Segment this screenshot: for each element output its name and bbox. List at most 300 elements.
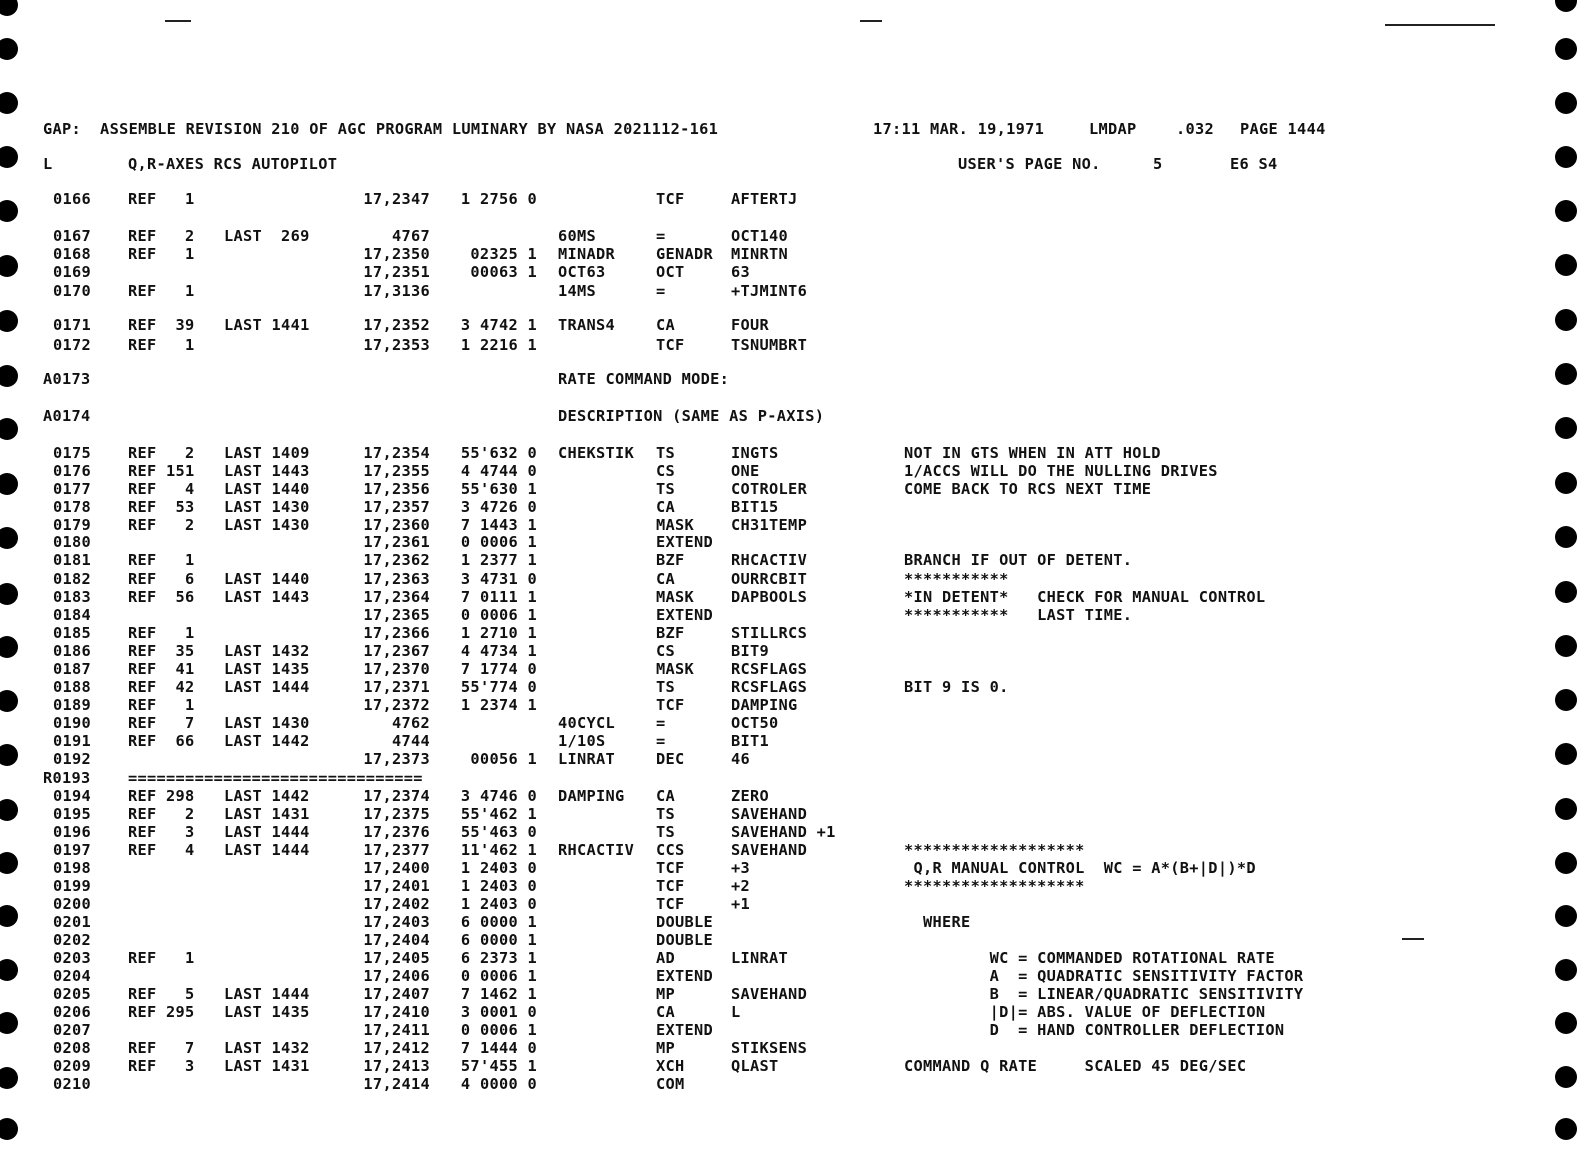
listing-line: 0184	[53, 606, 92, 624]
listing-code: 1 2403 0	[460, 859, 537, 877]
listing-operand: COTROLER	[731, 480, 808, 498]
listing-code: 1 2403 0	[460, 877, 537, 895]
listing-ref: REF 298	[128, 787, 195, 805]
listing-line: 0167	[53, 227, 92, 245]
listing-addr: 17,2412	[363, 1039, 430, 1057]
listing-op: CA	[656, 787, 676, 805]
listing-addr: 17,2350	[363, 245, 430, 263]
listing-operand: RCSFLAGS	[731, 660, 808, 678]
listing-line: 0207	[53, 1021, 92, 1039]
listing-line: 0172	[53, 336, 92, 354]
listing-op: CS	[656, 462, 676, 480]
listing-op: CA	[656, 570, 676, 588]
listing-comment: |D|= ABS. VALUE OF DEFLECTION	[904, 1003, 1266, 1021]
listing-ref: REF 2	[128, 805, 195, 823]
feed-hole-icon	[1555, 743, 1577, 765]
feed-hole-icon	[1555, 254, 1577, 276]
listing-addr: 17,2364	[363, 588, 430, 606]
listing-op: CS	[656, 642, 676, 660]
listing-line: 0199	[53, 877, 92, 895]
listing-line: R0193	[43, 769, 91, 787]
listing-addr: 17,2354	[363, 444, 430, 462]
listing-op: TCF	[656, 696, 685, 714]
feed-hole-icon	[0, 200, 18, 222]
feed-hole-icon	[1555, 38, 1577, 60]
listing-comment: NOT IN GTS WHEN IN ATT HOLD	[904, 444, 1161, 462]
listing-last: LAST 1440	[224, 570, 310, 588]
listing-operand: DAMPING	[731, 696, 798, 714]
listing-line: 0205	[53, 985, 92, 1003]
listing-code: 55'462 1	[460, 805, 537, 823]
feed-hole-icon	[0, 527, 18, 549]
listing-operand: OCT50	[731, 714, 779, 732]
listing-ref: REF 42	[128, 678, 195, 696]
listing-line: 0185	[53, 624, 92, 642]
listing-comment: COMMAND Q RATE SCALED 45 DEG/SEC	[904, 1057, 1247, 1075]
listing-code: 7 1443 1	[460, 516, 537, 534]
feed-hole-icon	[0, 905, 18, 927]
listing-addr: 17,2355	[363, 462, 430, 480]
listing-op: TCF	[656, 859, 685, 877]
feed-hole-icon	[0, 365, 18, 387]
listing-line: 0171	[53, 316, 92, 334]
listing-line: 0198	[53, 859, 92, 877]
listing-operand: ONE	[731, 462, 760, 480]
listing-operand: OURRCBIT	[731, 570, 808, 588]
listing-label: 60MS	[558, 227, 597, 245]
listing-line: 0170	[53, 282, 92, 300]
feed-hole-icon	[0, 473, 18, 495]
listing-addr: 4744	[391, 732, 430, 750]
listing-addr: 17,2353	[363, 336, 430, 354]
listing-operand: STILLRCS	[731, 624, 808, 642]
listing-op: MP	[656, 1039, 676, 1057]
listing-addr: 4767	[391, 227, 430, 245]
listing-ref: REF 1	[128, 696, 195, 714]
listing-comment: WC = COMMANDED ROTATIONAL RATE	[904, 949, 1275, 967]
listing-operand: MINRTN	[731, 245, 789, 263]
listing-operand: +2	[731, 877, 751, 895]
listing-ref: REF 41	[128, 660, 195, 678]
listing-label: RHCACTIV	[558, 841, 635, 859]
listing-operand: SAVEHAND +1	[731, 823, 836, 841]
listing-line: 0166	[53, 190, 92, 208]
listing-op: MASK	[656, 660, 695, 678]
feed-hole-icon	[1555, 1012, 1577, 1034]
feed-hole-icon	[1555, 581, 1577, 603]
listing-op: TCF	[656, 190, 685, 208]
listing-line: 0203	[53, 949, 92, 967]
listing-code: 0 0006 1	[460, 967, 537, 985]
listing-code: 6 2373 1	[460, 949, 537, 967]
listing-code: 3 0001 0	[460, 1003, 537, 1021]
listing-code: 1 2403 0	[460, 895, 537, 913]
listing-code: 7 1444 0	[460, 1039, 537, 1057]
listing-op: EXTEND	[656, 1021, 714, 1039]
listing-addr: 17,2366	[363, 624, 430, 642]
listing-last: LAST 1442	[224, 787, 310, 805]
listing-code: 0 0006 1	[460, 606, 537, 624]
log-marker: L	[43, 155, 53, 173]
listing-op: TS	[656, 444, 676, 462]
listing-line: 0169	[53, 263, 92, 281]
listing-op: OCT	[656, 263, 685, 281]
listing-line: 0182	[53, 570, 92, 588]
scan-speck	[860, 20, 882, 22]
listing-code: 3 4726 0	[460, 498, 537, 516]
listing-operand: LINRAT	[731, 949, 789, 967]
listing-addr: 17,2404	[363, 931, 430, 949]
listing-line: 0201	[53, 913, 92, 931]
listing-addr: 17,2414	[363, 1075, 430, 1093]
listing-line: 0202	[53, 931, 92, 949]
listing-last: LAST 1430	[224, 498, 310, 516]
listing-op: BZF	[656, 551, 685, 569]
listing-op: TS	[656, 480, 676, 498]
page-number: PAGE 1444	[1240, 120, 1326, 138]
listing-addr: 17,2402	[363, 895, 430, 913]
listing-ref: REF 4	[128, 841, 195, 859]
listing-addr: 17,3136	[363, 282, 430, 300]
listing-operand: RCSFLAGS	[731, 678, 808, 696]
listing-op: EXTEND	[656, 606, 714, 624]
listing-last: LAST 1431	[224, 805, 310, 823]
listing-operand: BIT9	[731, 642, 770, 660]
listing-ref: REF 2	[128, 516, 195, 534]
listing-line: 0191	[53, 732, 92, 750]
listing-comment: *******************	[904, 841, 1085, 859]
listing-line: 0194	[53, 787, 92, 805]
listing-addr: 17,2365	[363, 606, 430, 624]
listing-comment: BIT 9 IS 0.	[904, 678, 1009, 696]
listing-addr: 17,2363	[363, 570, 430, 588]
listing-last: LAST 269	[224, 227, 310, 245]
listing-addr: 17,2373	[363, 750, 430, 768]
listing-code: 6 0000 1	[460, 913, 537, 931]
listing-op: TS	[656, 805, 676, 823]
listing-line: 0206	[53, 1003, 92, 1021]
feed-hole-icon	[0, 310, 18, 332]
listing-ref: REF 4	[128, 480, 195, 498]
listing-op: EXTEND	[656, 967, 714, 985]
listing-ref: REF 151	[128, 462, 195, 480]
listing-comment: Q,R MANUAL CONTROL WC = A*(B+|D|)*D	[904, 859, 1256, 877]
listing-ref: REF 1	[128, 949, 195, 967]
listing-last: LAST 1435	[224, 1003, 310, 1021]
listing-code: 55'774 0	[460, 678, 537, 696]
feed-hole-icon	[1555, 959, 1577, 981]
listing-last: LAST 1430	[224, 714, 310, 732]
listing-operand: ZERO	[731, 787, 770, 805]
feed-hole-icon	[1555, 1118, 1577, 1140]
listing-code: 4 4734 1	[460, 642, 537, 660]
listing-last: LAST 1432	[224, 642, 310, 660]
listing-addr: 17,2352	[363, 316, 430, 334]
listing-op: TCF	[656, 895, 685, 913]
listing-ref: REF 2	[128, 227, 195, 245]
listing-addr: 17,2351	[363, 263, 430, 281]
feed-hole-icon	[1555, 363, 1577, 385]
listing-code: 4 4744 0	[460, 462, 537, 480]
sheet-code: E6 S4	[1230, 155, 1278, 173]
listing-label: OCT63	[558, 263, 606, 281]
feed-hole-icon	[0, 92, 18, 114]
listing-ref: REF 35	[128, 642, 195, 660]
listing-label: TRANS4	[558, 316, 616, 334]
assembly-title: GAP: ASSEMBLE REVISION 210 OF AGC PROGRAM LUMINARY BY NASA 2021112-161	[43, 120, 719, 138]
feed-hole-icon	[1555, 689, 1577, 711]
listing-line: 0181	[53, 551, 92, 569]
listing-operand: +1	[731, 895, 751, 913]
listing-label: 40CYCL	[558, 714, 616, 732]
listing-addr: 17,2361	[363, 533, 430, 551]
listing-last: LAST 1440	[224, 480, 310, 498]
listing-label: DESCRIPTION (SAME AS P-AXIS)	[558, 407, 825, 425]
listing-code: 6 0000 1	[460, 931, 537, 949]
listing-operand: TSNUMBRT	[731, 336, 808, 354]
listing-addr: 17,2403	[363, 913, 430, 931]
listing-op: AD	[656, 949, 676, 967]
listing-code: 55'630 1	[460, 480, 537, 498]
listing-line: 0195	[53, 805, 92, 823]
listing-op: TCF	[656, 877, 685, 895]
listing-line: A0174	[43, 407, 91, 425]
feed-hole-icon	[0, 690, 18, 712]
listing-addr: 17,2367	[363, 642, 430, 660]
listing-line: 0177	[53, 480, 92, 498]
feed-hole-icon	[0, 1118, 18, 1140]
listing-ref: REF 3	[128, 823, 195, 841]
listing-addr: 17,2406	[363, 967, 430, 985]
listing-code: 7 1462 1	[460, 985, 537, 1003]
listing-ref: REF 53	[128, 498, 195, 516]
feed-hole-icon	[0, 744, 18, 766]
listing-operand: +3	[731, 859, 751, 877]
feed-hole-icon	[0, 0, 18, 16]
listing-addr: 17,2410	[363, 1003, 430, 1021]
listing-op: DOUBLE	[656, 931, 714, 949]
listing-code: 1 2710 1	[460, 624, 537, 642]
listing-code: 4 0000 0	[460, 1075, 537, 1093]
listing-last: LAST 1444	[224, 841, 310, 859]
feed-hole-icon	[1555, 798, 1577, 820]
listing-comment: *******************	[904, 877, 1085, 895]
listing-comment: B = LINEAR/QUADRATIC SENSITIVITY	[904, 985, 1304, 1003]
listing-label: CHEKSTIK	[558, 444, 635, 462]
feed-hole-icon	[1555, 417, 1577, 439]
listing-op: MASK	[656, 516, 695, 534]
listing-addr: 17,2372	[363, 696, 430, 714]
listing-label: 14MS	[558, 282, 597, 300]
listing-operand: OCT140	[731, 227, 789, 245]
listing-op: MP	[656, 985, 676, 1003]
listing-line: 0210	[53, 1075, 92, 1093]
listing-last: LAST 1409	[224, 444, 310, 462]
scan-speck	[1385, 24, 1495, 26]
listing-op: MASK	[656, 588, 695, 606]
listing-line: 0186	[53, 642, 92, 660]
listing-ref: ===============================	[128, 769, 423, 787]
listing-line: 0179	[53, 516, 92, 534]
feed-hole-icon	[1555, 635, 1577, 657]
feed-hole-icon	[0, 1012, 18, 1034]
listing-label: MINADR	[558, 245, 616, 263]
listing-code: 1 2756 0	[460, 190, 537, 208]
listing-ref: REF 7	[128, 714, 195, 732]
listing-operand: SAVEHAND	[731, 805, 808, 823]
feed-hole-icon	[1555, 526, 1577, 548]
listing-op: COM	[656, 1075, 685, 1093]
listing-ref: REF 66	[128, 732, 195, 750]
listing-ref: REF 3	[128, 1057, 195, 1075]
listing-operand: BIT15	[731, 498, 779, 516]
listing-line: 0180	[53, 533, 92, 551]
listing-addr: 17,2347	[363, 190, 430, 208]
listing-addr: 17,2375	[363, 805, 430, 823]
listing-last: LAST 1431	[224, 1057, 310, 1075]
listing-addr: 17,2411	[363, 1021, 430, 1039]
listing-ref: REF 1	[128, 624, 195, 642]
feed-hole-icon	[0, 583, 18, 605]
listing-addr: 17,2377	[363, 841, 430, 859]
listing-code: 00063 1	[470, 263, 537, 281]
listing-code: 3 4742 1	[460, 316, 537, 334]
listing-operand: SAVEHAND	[731, 841, 808, 859]
listing-code: 55'463 0	[460, 823, 537, 841]
listing-ref: REF 39	[128, 316, 195, 334]
listing-comment: WHERE	[904, 913, 971, 931]
listing-operand: STIKSENS	[731, 1039, 808, 1057]
listing-code: 55'632 0	[460, 444, 537, 462]
listing-operand: INGTS	[731, 444, 779, 462]
listing-ref: REF 5	[128, 985, 195, 1003]
listing-ref: REF 1	[128, 551, 195, 569]
listing-line: 0196	[53, 823, 92, 841]
users-page-label: USER'S PAGE NO.	[958, 155, 1101, 173]
listing-op: CCS	[656, 841, 685, 859]
listing-op: =	[656, 732, 666, 750]
listing-ref: REF 2	[128, 444, 195, 462]
listing-operand: +TJMINT6	[731, 282, 808, 300]
feed-hole-icon	[0, 418, 18, 440]
listing-label: LINRAT	[558, 750, 616, 768]
listing-addr: 17,2407	[363, 985, 430, 1003]
listing-op: =	[656, 714, 666, 732]
listing-comment: *IN DETENT* CHECK FOR MANUAL CONTROL	[904, 588, 1266, 606]
listing-code: 1 2374 1	[460, 696, 537, 714]
listing-addr: 17,2413	[363, 1057, 430, 1075]
listing-operand: FOUR	[731, 316, 770, 334]
feed-hole-icon	[1555, 309, 1577, 331]
feed-hole-icon	[0, 38, 18, 60]
listing-code: 3 4746 0	[460, 787, 537, 805]
listing-operand: L	[731, 1003, 741, 1021]
listing-addr: 17,2376	[363, 823, 430, 841]
listing-line: 0200	[53, 895, 92, 913]
feed-hole-icon	[1555, 92, 1577, 114]
listing-line: 0187	[53, 660, 92, 678]
listing-line: 0197	[53, 841, 92, 859]
listing-addr: 4762	[391, 714, 430, 732]
listing-line: 0183	[53, 588, 92, 606]
listing-operand: DAPBOOLS	[731, 588, 808, 606]
listing-line: 0192	[53, 750, 92, 768]
listing-code: 11'462 1	[460, 841, 537, 859]
listing-code: 7 1774 0	[460, 660, 537, 678]
listing-code: 0 0006 1	[460, 1021, 537, 1039]
listing-line: A0173	[43, 370, 91, 388]
listing-ref: REF 295	[128, 1003, 195, 1021]
listing-line: 0178	[53, 498, 92, 516]
feed-hole-icon	[1555, 1066, 1577, 1088]
listing-operand: 46	[731, 750, 751, 768]
listing-op: CA	[656, 316, 676, 334]
feed-hole-icon	[1555, 0, 1577, 12]
listing-last: LAST 1432	[224, 1039, 310, 1057]
listing-op: TCF	[656, 336, 685, 354]
feed-hole-icon	[0, 636, 18, 658]
listing-label: 1/10S	[558, 732, 606, 750]
listing-label: DAMPING	[558, 787, 625, 805]
listing-addr: 17,2370	[363, 660, 430, 678]
listing-line: 0175	[53, 444, 92, 462]
listing-addr: 17,2401	[363, 877, 430, 895]
listing-label: RATE COMMAND MODE:	[558, 370, 730, 388]
listing-ref: REF 6	[128, 570, 195, 588]
listing-comment: D = HAND CONTROLLER DEFLECTION	[904, 1021, 1285, 1039]
feed-hole-icon	[1555, 146, 1577, 168]
listing-addr: 17,2400	[363, 859, 430, 877]
feed-hole-icon	[1555, 905, 1577, 927]
listing-addr: 17,2357	[363, 498, 430, 516]
listing-op: =	[656, 227, 666, 245]
scan-speck	[165, 20, 191, 22]
users-page-number: 5	[1153, 155, 1163, 173]
listing-operand: 63	[731, 263, 751, 281]
listing-addr: 17,2405	[363, 949, 430, 967]
listing-code: 0 0006 1	[460, 533, 537, 551]
feed-hole-icon	[0, 255, 18, 277]
feed-hole-icon	[0, 1067, 18, 1089]
listing-line: 0168	[53, 245, 92, 263]
listing-last: LAST 1442	[224, 732, 310, 750]
listing-ref: REF 1	[128, 282, 195, 300]
listing-comment: 1/ACCS WILL DO THE NULLING DRIVES	[904, 462, 1218, 480]
feed-hole-icon	[0, 959, 18, 981]
listing-ref: REF 1	[128, 190, 195, 208]
listing-ref: REF 56	[128, 588, 195, 606]
listing-comment: BRANCH IF OUT OF DETENT.	[904, 551, 1133, 569]
listing-addr: 17,2374	[363, 787, 430, 805]
listing-last: LAST 1443	[224, 462, 310, 480]
listing-operand: QLAST	[731, 1057, 779, 1075]
listing-op: TS	[656, 678, 676, 696]
feed-hole-icon	[1555, 472, 1577, 494]
listing-code: 57'455 1	[460, 1057, 537, 1075]
listing-op: CA	[656, 1003, 676, 1021]
listing-line: 0208	[53, 1039, 92, 1057]
listing-op: XCH	[656, 1057, 685, 1075]
listing-code: 7 0111 1	[460, 588, 537, 606]
listing-addr: 17,2356	[363, 480, 430, 498]
listing-comment: *********** LAST TIME.	[904, 606, 1133, 624]
listing-ref: REF 1	[128, 336, 195, 354]
listing-code: 02325 1	[470, 245, 537, 263]
listing-ref: REF 1	[128, 245, 195, 263]
listing-operand: AFTERTJ	[731, 190, 798, 208]
listing-comment: COME BACK TO RCS NEXT TIME	[904, 480, 1152, 498]
program-version: .032	[1176, 120, 1215, 138]
